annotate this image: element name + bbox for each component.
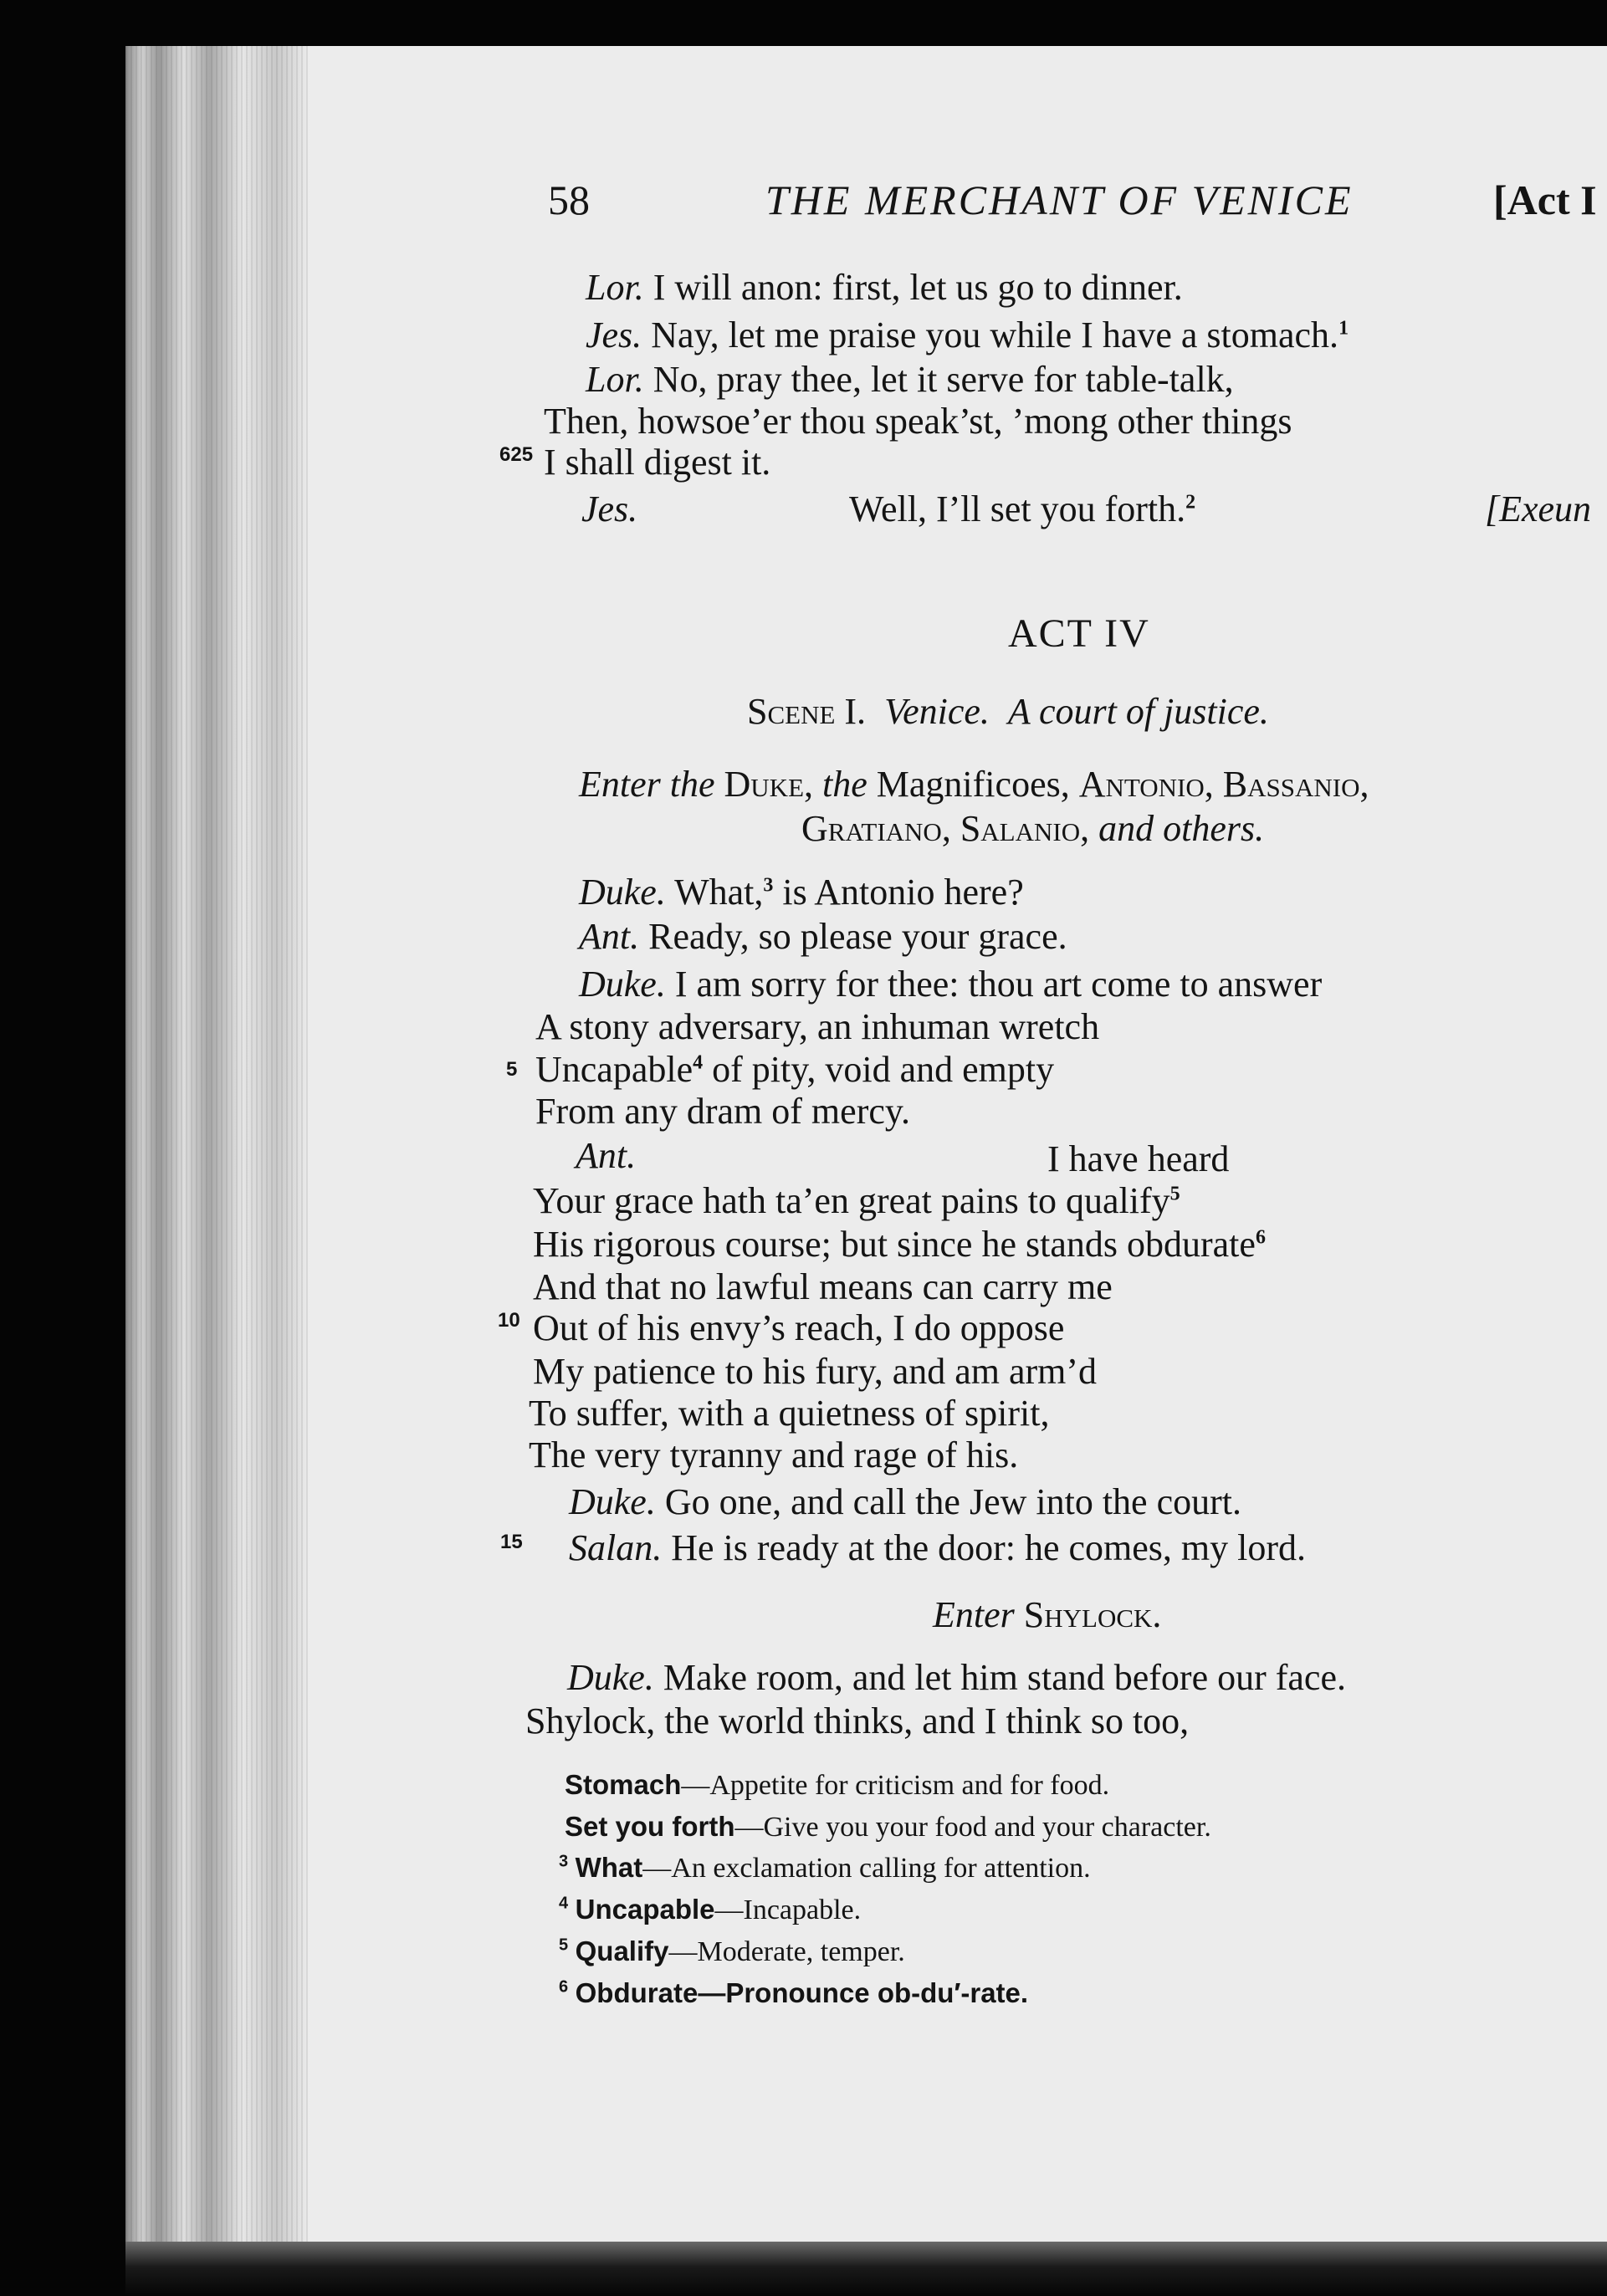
verse-line <box>579 871 1024 914</box>
speaker-name: Duke. <box>567 1657 654 1698</box>
verse-line <box>544 441 770 484</box>
verse-line <box>579 963 1322 1006</box>
line-text: Make room, and let him stand before our face. <box>663 1657 1346 1698</box>
line-text: Go one, and call the Jew into the court. <box>664 1481 1241 1522</box>
verse-line <box>586 266 1183 309</box>
footnote-definition: —Pronounce ob-du′-rate. <box>698 1977 1029 2008</box>
entrance-direction <box>579 763 1369 805</box>
line-text: My patience to his fury, and am arm’d <box>533 1351 1098 1392</box>
verse-line <box>1047 1138 1229 1181</box>
line-text: Uncapable <box>535 1049 693 1090</box>
footnote-marker: 6 <box>1255 1226 1266 1249</box>
verse-line <box>576 1134 636 1178</box>
footnote-number: 5 <box>559 1935 569 1955</box>
speaker-name: Duke. <box>579 964 666 1005</box>
speaker-name: Duke. <box>569 1481 656 1522</box>
line-text: is Antonio here? <box>782 872 1024 913</box>
line-text: His rigorous course; but since he stands obdurate <box>533 1224 1256 1265</box>
footnote-marker: 4 <box>693 1051 704 1074</box>
speaker-name: Lor. <box>586 359 644 400</box>
verse-line <box>544 400 1292 443</box>
line-text: I have heard <box>1047 1138 1230 1179</box>
footnote-term: What <box>575 1852 643 1883</box>
footnote-definition: —Appetite for criticism and for food. <box>681 1770 1110 1801</box>
line-text: A stony adversary, an inhuman wretch <box>535 1006 1100 1047</box>
footnote <box>559 1894 861 1926</box>
scene-label: Scene I. <box>747 691 867 732</box>
line-text: Out of his envy’s reach, I do oppose <box>533 1307 1065 1348</box>
verse-line <box>529 1392 1049 1435</box>
footnote-number: 4 <box>559 1894 569 1913</box>
line-text: of pity, void and empty <box>712 1049 1055 1090</box>
line-text: Your grace hath ta’en great pains to qualify <box>533 1180 1170 1221</box>
scene-place: Venice. <box>884 691 990 732</box>
footnote <box>565 1811 1211 1843</box>
character-name: Salanio, <box>960 808 1090 849</box>
stage-direction-exeunt: [Exeun <box>1485 488 1592 529</box>
speaker-name: Jes. <box>581 488 638 529</box>
speaker-name: Lor. <box>586 267 644 308</box>
footnote-marker: 3 <box>763 874 774 897</box>
speaker-name: Jes. <box>586 314 642 355</box>
line-number: 15 <box>500 1531 523 1553</box>
footnote-marker: 1 <box>1338 317 1349 340</box>
running-header <box>548 176 1607 226</box>
footnote-number: 3 <box>559 1852 569 1871</box>
footnote-term: Set you forth <box>565 1811 735 1842</box>
line-text: I am sorry for thee: thou art come to answer <box>674 964 1323 1005</box>
line-text: He is ready at the door: he comes, my lord. <box>671 1527 1307 1568</box>
character-name: Gratiano, <box>801 808 951 849</box>
line-number: 10 <box>498 1309 520 1332</box>
verse-line <box>535 1048 1054 1092</box>
verse-line <box>569 1480 1241 1524</box>
act-heading: ACT IV <box>1008 611 1150 656</box>
verse-line <box>533 1307 1064 1350</box>
scene-heading <box>747 690 1269 733</box>
verse-line <box>849 488 1195 531</box>
footnote-definition: —An exclamation calling for attention. <box>642 1853 1091 1884</box>
character-name: Magnificoes, <box>876 764 1070 805</box>
line-text: The very tyranny and rage of his. <box>529 1434 1019 1475</box>
running-title: THE MERCHANT OF VENICE <box>765 176 1354 223</box>
line-text: Shylock, the world thinks, and I think so too, <box>525 1700 1190 1741</box>
footnote-marker: 5 <box>1169 1183 1180 1205</box>
verse-line <box>533 1179 1180 1223</box>
article: the <box>822 764 867 805</box>
verse-line <box>567 1656 1346 1700</box>
character-name: Bassanio, <box>1222 764 1369 805</box>
stage-direction-enter <box>933 1593 1161 1637</box>
line-text: Ready, so please your grace. <box>648 916 1067 957</box>
verse-line <box>535 1005 1099 1049</box>
line-number: 5 <box>506 1058 518 1081</box>
line-text: I will anon: first, let us go to dinner. <box>653 267 1183 308</box>
character-name: Antonio, <box>1078 764 1214 805</box>
footnote-definition: —Moderate, temper. <box>668 1936 905 1967</box>
verse-line <box>569 1526 1306 1570</box>
footnote <box>559 1852 1091 1884</box>
line-text: To suffer, with a quietness of spirit, <box>529 1393 1050 1434</box>
line-text: What, <box>674 872 764 913</box>
speaker-name: Ant. <box>576 1135 637 1176</box>
footnote-term: Stomach <box>565 1769 682 1800</box>
scene-setting: A court of justice. <box>1007 691 1269 732</box>
line-text: No, pray thee, let it serve for table-talk, <box>653 359 1234 400</box>
footnote-term: Uncapable <box>575 1894 715 1925</box>
verse-line <box>579 915 1067 959</box>
verse-line <box>581 488 637 531</box>
footnote <box>565 1769 1109 1802</box>
verse-line <box>535 1090 910 1133</box>
verse-line <box>586 358 1234 401</box>
character-name: Shylock. <box>1023 1594 1162 1635</box>
line-text: Well, I’ll set you forth. <box>849 488 1186 529</box>
speaker-name: Salan. <box>569 1527 663 1568</box>
page-bottom-shadow <box>125 2242 1607 2296</box>
line-text: Nay, let me praise you while I have a stomach. <box>651 314 1339 355</box>
entrance-direction-cont <box>801 807 1264 850</box>
footnote <box>559 1977 1028 2010</box>
verse-line <box>533 1223 1266 1266</box>
footnote-marker: 2 <box>1185 491 1196 514</box>
line-text: I shall digest it. <box>544 442 771 483</box>
footnote-definition: —Give you your food and your character. <box>734 1812 1211 1843</box>
character-name: Duke, <box>724 764 814 805</box>
enter-word: Enter <box>933 1594 1015 1635</box>
act-reference: [Act I <box>1493 176 1597 223</box>
verse-line <box>586 314 1349 357</box>
page-number: 58 <box>548 176 590 223</box>
line-text: From any dram of mercy. <box>535 1091 911 1132</box>
verse-line <box>533 1266 1113 1309</box>
footnote-term: Qualify <box>575 1935 669 1966</box>
footnote-definition: —Incapable. <box>714 1895 862 1925</box>
enter-word: Enter the <box>579 764 715 805</box>
footnote <box>559 1935 905 1968</box>
footnote-number: 6 <box>559 1977 569 1997</box>
verse-line <box>533 1350 1097 1393</box>
verse-line <box>529 1434 1018 1477</box>
line-text: Then, howsoe’er thou speak’st, ’mong other things <box>544 401 1292 442</box>
line-number: 625 <box>499 443 534 466</box>
line-text: And that no lawful means can carry me <box>533 1266 1113 1307</box>
speaker-name: Ant. <box>579 916 640 957</box>
verse-line <box>525 1700 1189 1743</box>
footnote-term: Obdurate <box>575 1977 699 2008</box>
speaker-name: Duke. <box>579 872 666 913</box>
and-others: and others. <box>1098 808 1265 849</box>
